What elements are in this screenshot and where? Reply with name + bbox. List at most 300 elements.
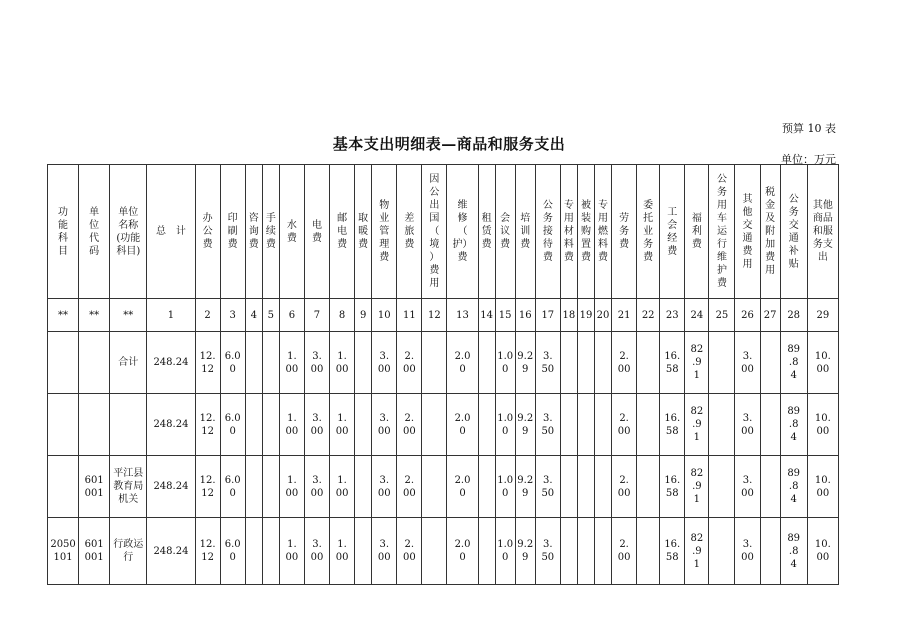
column-header: [48, 165, 79, 299]
column-header-label: [813, 199, 833, 264]
table-cell: [577, 456, 594, 518]
text-part: 税: [765, 187, 776, 198]
text-part: 费: [667, 245, 678, 257]
cell-value: 3. 00: [377, 412, 391, 437]
cell-value: 1.0 0: [497, 412, 514, 437]
text-part: 邮: [337, 213, 348, 224]
table-cell: [279, 518, 304, 585]
column-header: [515, 165, 535, 299]
index-label: **: [58, 309, 69, 321]
text-part: 交: [788, 219, 799, 231]
text-part: 费: [227, 239, 238, 250]
index-cell: [515, 299, 535, 332]
index-cell: [195, 299, 220, 332]
text-part: 其他: [812, 200, 833, 211]
index-label: 19: [579, 309, 593, 321]
cell-value: 248.24: [153, 545, 189, 557]
text-part: 费: [379, 252, 390, 263]
cell-value: 2. 00: [617, 474, 631, 499]
table-cell: [735, 332, 760, 394]
index-cell: [478, 299, 495, 332]
text-part: 福: [691, 213, 702, 224]
table-cell: [577, 332, 594, 394]
table-cell: [637, 332, 660, 394]
table-cell: [709, 456, 735, 518]
index-cell: [262, 299, 279, 332]
table-cell: [780, 456, 807, 518]
index-cell: [79, 299, 110, 332]
index-label: **: [89, 309, 100, 321]
cell-value: 89 .8 4: [787, 406, 801, 443]
index-label: 4: [250, 309, 257, 321]
column-header-label: [789, 193, 799, 271]
cell-value: 10. 00: [814, 539, 831, 563]
index-label: 6: [288, 309, 296, 321]
text-part: （: [457, 226, 468, 237]
table-cell: [110, 456, 147, 518]
text-part: 暖: [358, 226, 369, 237]
text-part: 购: [580, 226, 591, 237]
table-cell: [195, 456, 220, 518]
table-cell: [560, 456, 577, 518]
index-label: 12: [428, 309, 441, 321]
table-cell: [279, 332, 304, 394]
column-header-label: [287, 219, 297, 245]
table-cell: [447, 456, 478, 518]
column-header-label: [564, 199, 574, 264]
index-cell: [48, 299, 79, 332]
text-part: 置: [580, 239, 591, 250]
text-part: 出: [429, 200, 440, 211]
table-cell: [660, 332, 685, 394]
table-cell: [79, 518, 110, 585]
text-part: 经: [667, 232, 678, 244]
column-header-label: [543, 199, 553, 264]
table-cell: [79, 394, 110, 456]
text-part: 询: [248, 226, 259, 237]
table-cell: [535, 518, 560, 585]
column-header-label: [156, 225, 186, 238]
table-cell: [355, 394, 372, 456]
cell-value: 12. 12: [199, 412, 216, 437]
cell-value: 89 .8 4: [787, 468, 801, 505]
text-part: 取: [358, 213, 369, 224]
cell-value: 82 .9 1: [690, 468, 704, 505]
table-cell: [637, 518, 660, 585]
cell-value: 89 .8 4: [787, 532, 801, 570]
index-label: 21: [617, 309, 631, 321]
column-header: [372, 165, 397, 299]
index-cell: [735, 299, 760, 332]
column-header-label: [228, 212, 238, 251]
cell-value: 1.0 0: [497, 539, 514, 563]
text-part: 费: [457, 252, 468, 263]
table-cell: [515, 332, 535, 394]
cell-value: 2.0 0: [454, 350, 471, 375]
table-cell: [262, 394, 279, 456]
index-label: 13: [456, 309, 469, 321]
column-header: [478, 165, 495, 299]
text-part: 费: [691, 239, 702, 250]
cell-value: 2. 00: [617, 350, 631, 375]
text-part: 公: [716, 174, 727, 185]
index-cell: [535, 299, 560, 332]
table-cell: [304, 332, 329, 394]
table-cell: [495, 332, 515, 394]
table-cell: [780, 518, 807, 585]
text-part: 科: [58, 232, 69, 244]
text-part: 费: [563, 252, 574, 263]
table-cell: [262, 332, 279, 394]
text-part: 费: [520, 239, 531, 250]
text-part: 码: [89, 245, 100, 257]
table-cell: [447, 332, 478, 394]
index-label: 9: [359, 309, 367, 321]
table-cell: [495, 394, 515, 456]
table-cell: [807, 456, 838, 518]
table-cell: [807, 394, 838, 456]
text-part: 费: [248, 239, 259, 250]
table-cell: [447, 518, 478, 585]
table-cell: [330, 456, 355, 518]
column-header: [807, 165, 838, 299]
index-cell: [330, 299, 355, 332]
index-cell: [110, 299, 147, 332]
text-part: 理: [379, 239, 390, 250]
table-cell: [422, 332, 447, 394]
column-header: [735, 165, 760, 299]
table-cell: [685, 332, 709, 394]
text-part: 手: [265, 213, 276, 224]
table-cell: [612, 332, 637, 394]
text-part: 训: [520, 226, 531, 237]
text-part: 利: [691, 226, 702, 237]
header-row: [48, 165, 839, 299]
text-part: 费: [765, 252, 776, 263]
text-part: 议: [500, 226, 511, 237]
table-cell: [660, 394, 685, 456]
index-cell: [807, 299, 838, 332]
table-cell: [220, 332, 245, 394]
text-part: 补: [788, 245, 799, 257]
index-label: 2: [204, 309, 211, 321]
table-cell: [478, 456, 495, 518]
text-part: 附: [765, 226, 776, 237]
table-cell: [220, 394, 245, 456]
text-part: (功能: [116, 232, 141, 244]
table-cell: [780, 332, 807, 394]
table-cell: [245, 518, 262, 585]
text-part: 费: [542, 252, 553, 263]
cell-value: 1.0 0: [497, 350, 514, 375]
text-part: 他: [742, 206, 753, 218]
cell-value: 82 .9 1: [690, 532, 704, 570]
column-header: [780, 165, 807, 299]
table-cell: [735, 518, 760, 585]
cell-value: 3. 00: [310, 539, 324, 563]
index-label: 8: [338, 309, 346, 321]
text-part: 维: [457, 200, 468, 211]
text-part: 委: [643, 200, 654, 211]
index-cell: [577, 299, 594, 332]
table-cell: [535, 394, 560, 456]
table-cell: [685, 394, 709, 456]
table-cell: [355, 518, 372, 585]
cell-value: 2. 00: [402, 350, 416, 375]
table-cell: [594, 332, 611, 394]
text-part: 务: [716, 187, 727, 198]
text-part: 费: [619, 239, 630, 250]
text-part: 专: [598, 200, 609, 211]
text-part: 材: [563, 226, 574, 237]
text-part: 用: [765, 265, 776, 276]
text-part: 目: [58, 245, 69, 257]
table-cell: [612, 518, 637, 585]
table-cell: [807, 332, 838, 394]
text-part: 行: [716, 239, 727, 250]
text-part: 电: [311, 219, 322, 231]
table-cell: [355, 456, 372, 518]
column-header-label: [520, 212, 530, 251]
table-cell: [110, 332, 147, 394]
index-label: 7: [313, 309, 321, 321]
cell-value: 9.2 9: [517, 412, 534, 437]
cell-value: 2. 00: [402, 412, 416, 437]
text-part: 费: [580, 252, 591, 263]
text-part: 用: [742, 258, 753, 270]
table-cell: [79, 332, 110, 394]
table-cell: [807, 518, 838, 585]
table-cell: [685, 518, 709, 585]
text-part: 培: [520, 213, 531, 224]
table-cell: [195, 518, 220, 585]
table-cell: [422, 518, 447, 585]
index-cell: [780, 299, 807, 332]
table-cell: [79, 456, 110, 518]
text-part: 车: [716, 213, 727, 224]
table-cell: [110, 394, 147, 456]
text-part: 续: [265, 226, 276, 237]
column-header: [422, 165, 447, 299]
table-cell: [515, 456, 535, 518]
cell-value: 2050 101: [50, 539, 76, 563]
column-header-label: [249, 212, 259, 251]
text-part: 费: [481, 239, 492, 250]
cell-value: 82 .9 1: [690, 344, 704, 381]
index-cell: [245, 299, 262, 332]
column-header: [637, 165, 660, 299]
table-cell: [478, 332, 495, 394]
table-cell: [48, 518, 79, 585]
column-header-label: [312, 219, 322, 245]
column-header-label: [453, 199, 473, 264]
text-part: 费: [404, 239, 415, 250]
cell-value: 行政运 行: [113, 539, 144, 563]
table-row: [48, 518, 839, 585]
index-cell: [355, 299, 372, 332]
column-header: [760, 165, 780, 299]
table-cell: [372, 394, 397, 456]
table-cell: [760, 332, 780, 394]
index-label: 24: [690, 309, 704, 321]
cell-value: 6.0 0: [224, 539, 241, 563]
text-part: 费: [358, 239, 369, 250]
column-header-label: [266, 212, 276, 251]
expenditure-table: [47, 164, 839, 585]
column-header-label: [643, 199, 653, 264]
index-cell: [660, 299, 685, 332]
cell-value: 2. 00: [402, 474, 416, 499]
cell-value: 1. 00: [335, 539, 349, 563]
index-cell: [495, 299, 515, 332]
column-header: [147, 165, 195, 299]
table-cell: [220, 518, 245, 585]
text-part: 装: [580, 213, 591, 224]
cell-value: 16. 58: [664, 350, 681, 375]
table-cell: [147, 394, 195, 456]
text-part: 接: [542, 226, 553, 237]
cell-value: 10. 00: [814, 412, 831, 437]
table-cell: [535, 456, 560, 518]
text-part: 务支: [812, 239, 833, 250]
cell-value: 3. 00: [377, 350, 391, 375]
column-header: [279, 165, 304, 299]
table-cell: [660, 518, 685, 585]
column-header: [685, 165, 709, 299]
column-header: [262, 165, 279, 299]
index-cell: [612, 299, 637, 332]
cell-value: 2.0 0: [454, 539, 471, 563]
column-header-label: [717, 173, 727, 290]
cell-value: 1. 00: [335, 474, 349, 499]
index-label: 20: [596, 309, 610, 321]
column-header: [304, 165, 329, 299]
text-part: 用: [429, 278, 440, 289]
text-part: 公: [429, 187, 440, 198]
cell-value: 16. 58: [664, 412, 681, 437]
index-cell: [147, 299, 195, 332]
text-part: 因: [429, 174, 440, 185]
cell-value: 3. 00: [310, 412, 324, 437]
text-part: 燃: [598, 226, 609, 237]
index-row: [48, 299, 839, 332]
cell-value: 3. 00: [377, 474, 391, 499]
column-header-label: [429, 173, 439, 290]
cell-value: 3. 00: [741, 539, 754, 563]
column-header: [330, 165, 355, 299]
table-cell: [304, 518, 329, 585]
index-label: 18: [562, 309, 576, 321]
text-part: 修: [457, 213, 468, 224]
cell-value: 3. 00: [377, 539, 391, 563]
text-part: 务: [619, 226, 630, 237]
text-part: （: [429, 226, 440, 237]
table-cell: [760, 394, 780, 456]
text-part: 费: [742, 245, 753, 257]
table-cell: [372, 332, 397, 394]
index-cell: [372, 299, 397, 332]
text-part: 名称: [118, 219, 139, 231]
page-title: 基本支出明细表—商品和服务支出: [332, 135, 566, 153]
column-header: [535, 165, 560, 299]
text-part: 单: [89, 206, 100, 218]
text-part: 料: [563, 239, 574, 250]
table-cell: [110, 518, 147, 585]
table-cell: [780, 394, 807, 456]
index-label: 17: [541, 309, 555, 321]
cell-value: 89 .8 4: [787, 344, 801, 381]
column-header: [245, 165, 262, 299]
text-part: 印: [227, 213, 238, 224]
table-cell: [637, 456, 660, 518]
column-header-label: [116, 206, 140, 258]
column-header-label: [667, 206, 677, 258]
table-cell: [355, 332, 372, 394]
table-cell: [195, 332, 220, 394]
text-part: 科目): [116, 245, 141, 257]
table-cell: [372, 518, 397, 585]
text-part: 能: [58, 219, 69, 231]
table-cell: [48, 332, 79, 394]
cell-value: 1. 00: [285, 539, 299, 563]
index-label: 1: [167, 309, 175, 321]
text-part: 费: [598, 252, 609, 263]
table-cell: [330, 394, 355, 456]
cell-value: 合计: [118, 357, 139, 368]
table-cell: [147, 332, 195, 394]
cell-value: 248.24: [153, 357, 189, 368]
column-header: [594, 165, 611, 299]
text-part: 通: [788, 232, 799, 244]
cell-value: 12. 12: [199, 539, 216, 563]
table-cell: [372, 456, 397, 518]
cell-value: 10. 00: [814, 474, 831, 499]
cell-value: 601 001: [84, 474, 104, 499]
table-cell: [478, 394, 495, 456]
table-row: [48, 332, 839, 394]
table-cell: [660, 456, 685, 518]
text-part: 劳: [619, 213, 630, 224]
table-cell: [709, 332, 735, 394]
column-header: [355, 165, 372, 299]
text-part: 金: [765, 200, 776, 211]
cell-value: 3. 00: [741, 350, 754, 375]
text-part: 待: [542, 239, 553, 250]
table-cell: [612, 394, 637, 456]
column-header: [612, 165, 637, 299]
text-part: 其: [742, 193, 753, 205]
column-header-label: [581, 199, 591, 264]
cell-value: 16. 58: [664, 539, 681, 563]
text-part: 办: [202, 213, 213, 224]
table-cell: [147, 518, 195, 585]
text-part: 和服: [812, 226, 833, 237]
text-part: 咨: [248, 213, 259, 224]
cell-value: 1. 00: [285, 412, 299, 437]
text-part: 运: [716, 226, 727, 237]
text-part: ）: [429, 252, 440, 263]
cell-value: 12. 12: [199, 474, 216, 499]
cell-value: 12. 12: [199, 350, 216, 375]
index-label: **: [123, 309, 134, 321]
cell-value: 248.24: [153, 419, 189, 430]
cell-value: 601 001: [84, 539, 104, 563]
table-cell: [577, 394, 594, 456]
table-cell: [304, 394, 329, 456]
cell-value: 2. 00: [617, 539, 631, 563]
text-part: 旅: [404, 226, 415, 237]
table-cell: [220, 456, 245, 518]
